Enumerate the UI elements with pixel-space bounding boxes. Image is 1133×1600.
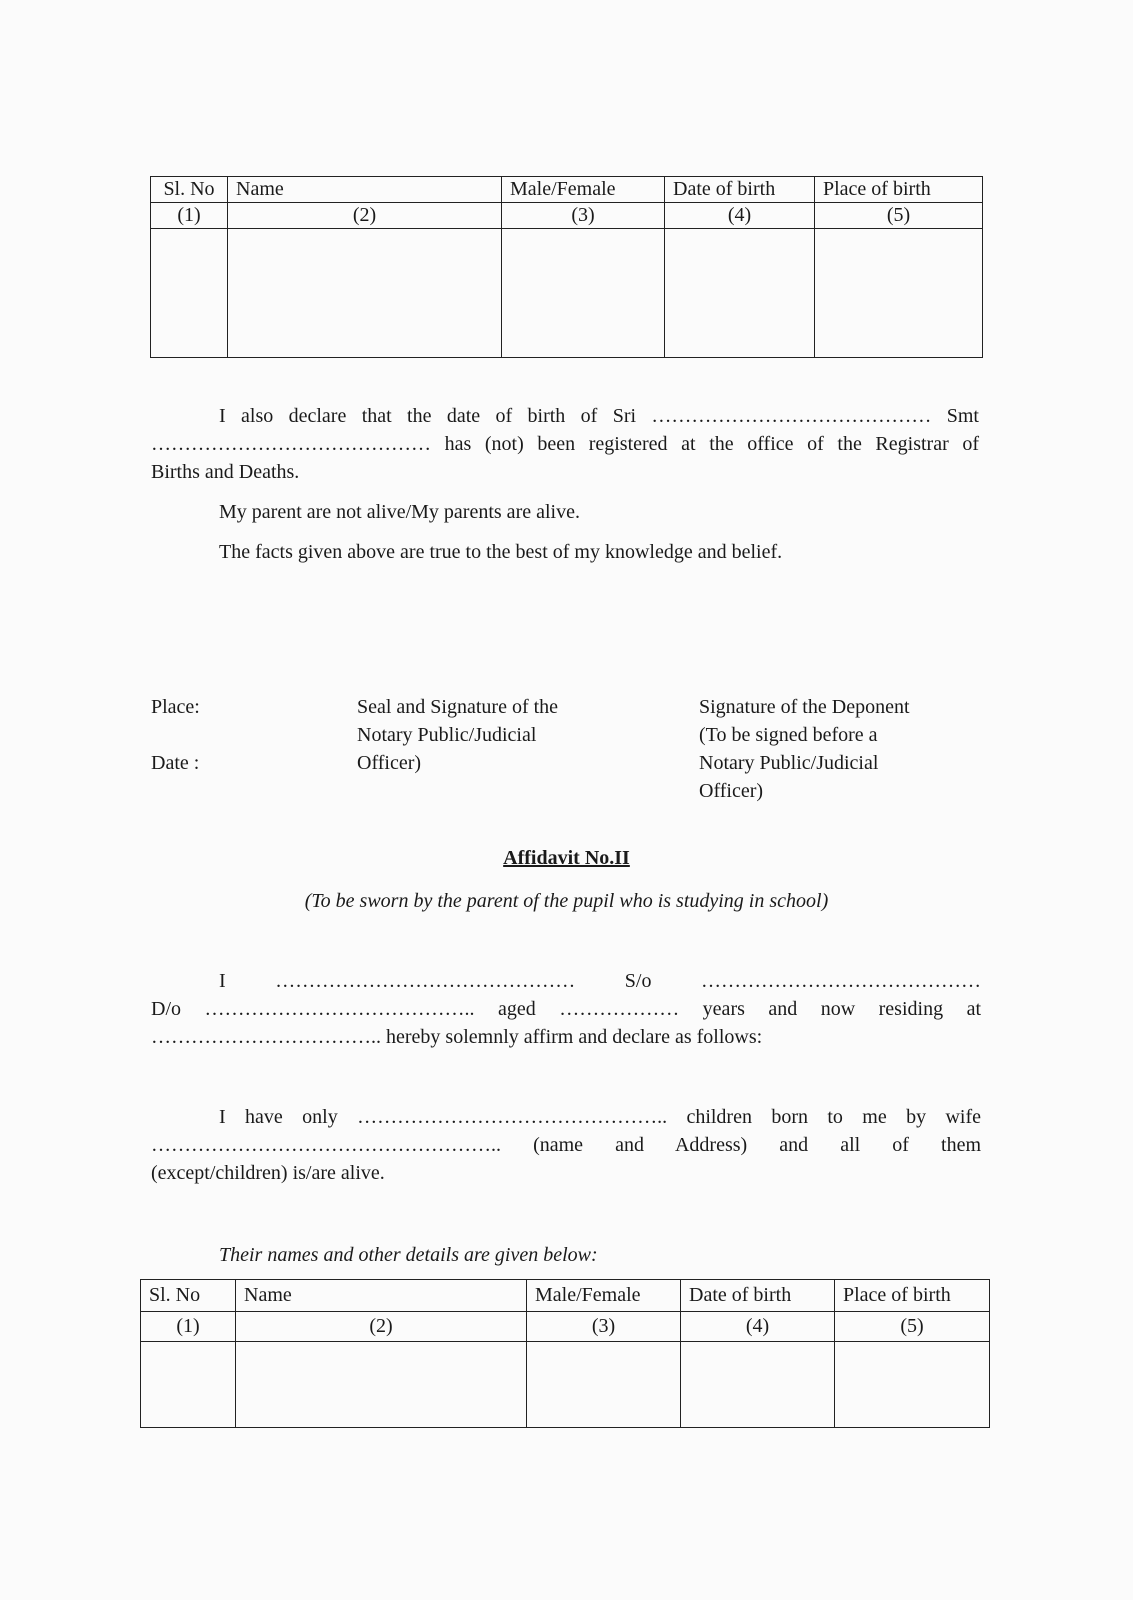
details-caption: Their names and other details are given below:	[219, 1244, 598, 1266]
intro-line-2: D/o ………………………………….. aged ……………… years and now residing at	[151, 998, 981, 1020]
deponent-line-2: (To be signed before a	[699, 724, 878, 746]
header-sl-no: Sl. No	[141, 1280, 236, 1312]
blank-cell[interactable]	[502, 229, 665, 358]
date-label: Date :	[151, 752, 200, 774]
facts-statement: The facts given above are true to the best of my knowledge and belief.	[219, 541, 783, 563]
declaration-line-3: Births and Deaths.	[151, 461, 300, 483]
affidavit-2-subtitle: (To be sworn by the parent of the pupil who is studying in school)	[304, 890, 829, 912]
header-place-of-birth: Place of birth	[815, 177, 983, 203]
blank-cell[interactable]	[527, 1342, 681, 1428]
blank-cell[interactable]	[681, 1342, 835, 1428]
col-number-1: (1)	[141, 1312, 236, 1342]
parents-statement: My parent are not alive/My parents are alive.	[219, 501, 580, 523]
col-number-2: (2)	[236, 1312, 527, 1342]
col-number-1: (1)	[151, 203, 228, 229]
blank-cell[interactable]	[151, 229, 228, 358]
notary-line-3: Officer)	[357, 752, 422, 774]
deponent-line-4: Officer)	[699, 780, 764, 802]
table-number-row	[141, 1312, 990, 1342]
children-line-2: …………………………………………….. (name and Address) and all of them	[151, 1134, 981, 1156]
blank-cell[interactable]	[815, 229, 983, 358]
blank-cell[interactable]	[236, 1342, 527, 1428]
col-number-5: (5)	[815, 203, 983, 229]
table-blank-row	[141, 1342, 990, 1428]
place-label: Place:	[151, 696, 200, 718]
header-sl-no: Sl. No	[151, 177, 228, 203]
children-line-1: I have only ……………………………………….. children born to me by wife	[219, 1106, 981, 1128]
notary-line-1: Seal and Signature of the	[357, 696, 559, 718]
affidavit-2-title: Affidavit No.II	[503, 847, 630, 869]
header-name: Name	[236, 1280, 527, 1312]
table-header-row	[141, 1280, 990, 1312]
col-number-5: (5)	[835, 1312, 990, 1342]
deponent-line-3: Notary Public/Judicial	[699, 752, 879, 774]
children-details-table-1	[150, 176, 983, 358]
col-number-3: (3)	[527, 1312, 681, 1342]
notary-seal-signature	[357, 693, 558, 777]
intro-line-3: …………………………….. hereby solemnly affirm and declare as follows:	[151, 1026, 763, 1048]
deponent-line-1: Signature of the Deponent	[699, 696, 910, 718]
header-gender: Male/Female	[527, 1280, 681, 1312]
intro-line-1: I ……………………………………… S/o ……………………………………	[219, 970, 981, 992]
col-number-2: (2)	[228, 203, 502, 229]
table-number-row	[151, 203, 983, 229]
header-date-of-birth: Date of birth	[665, 177, 815, 203]
blank-cell[interactable]	[228, 229, 502, 358]
notary-line-2: Notary Public/Judicial	[357, 724, 537, 746]
col-number-4: (4)	[681, 1312, 835, 1342]
declaration-line-1: I also declare that the date of birth of Sri …………………………………… Smt	[219, 405, 979, 427]
table-blank-row	[151, 229, 983, 358]
header-place-of-birth: Place of birth	[835, 1280, 990, 1312]
deponent-signature	[699, 693, 910, 805]
blank-cell[interactable]	[835, 1342, 990, 1428]
table-header-row	[151, 177, 983, 203]
header-gender: Male/Female	[502, 177, 665, 203]
header-date-of-birth: Date of birth	[681, 1280, 835, 1312]
children-line-3: (except/children) is/are alive.	[151, 1162, 385, 1184]
blank-cell[interactable]	[141, 1342, 236, 1428]
children-details-table-2	[140, 1279, 990, 1428]
blank-cell[interactable]	[665, 229, 815, 358]
header-name: Name	[228, 177, 502, 203]
col-number-3: (3)	[502, 203, 665, 229]
col-number-4: (4)	[665, 203, 815, 229]
declaration-line-2: …………………………………… has (not) been registered at the office of the Registrar of	[151, 433, 979, 455]
